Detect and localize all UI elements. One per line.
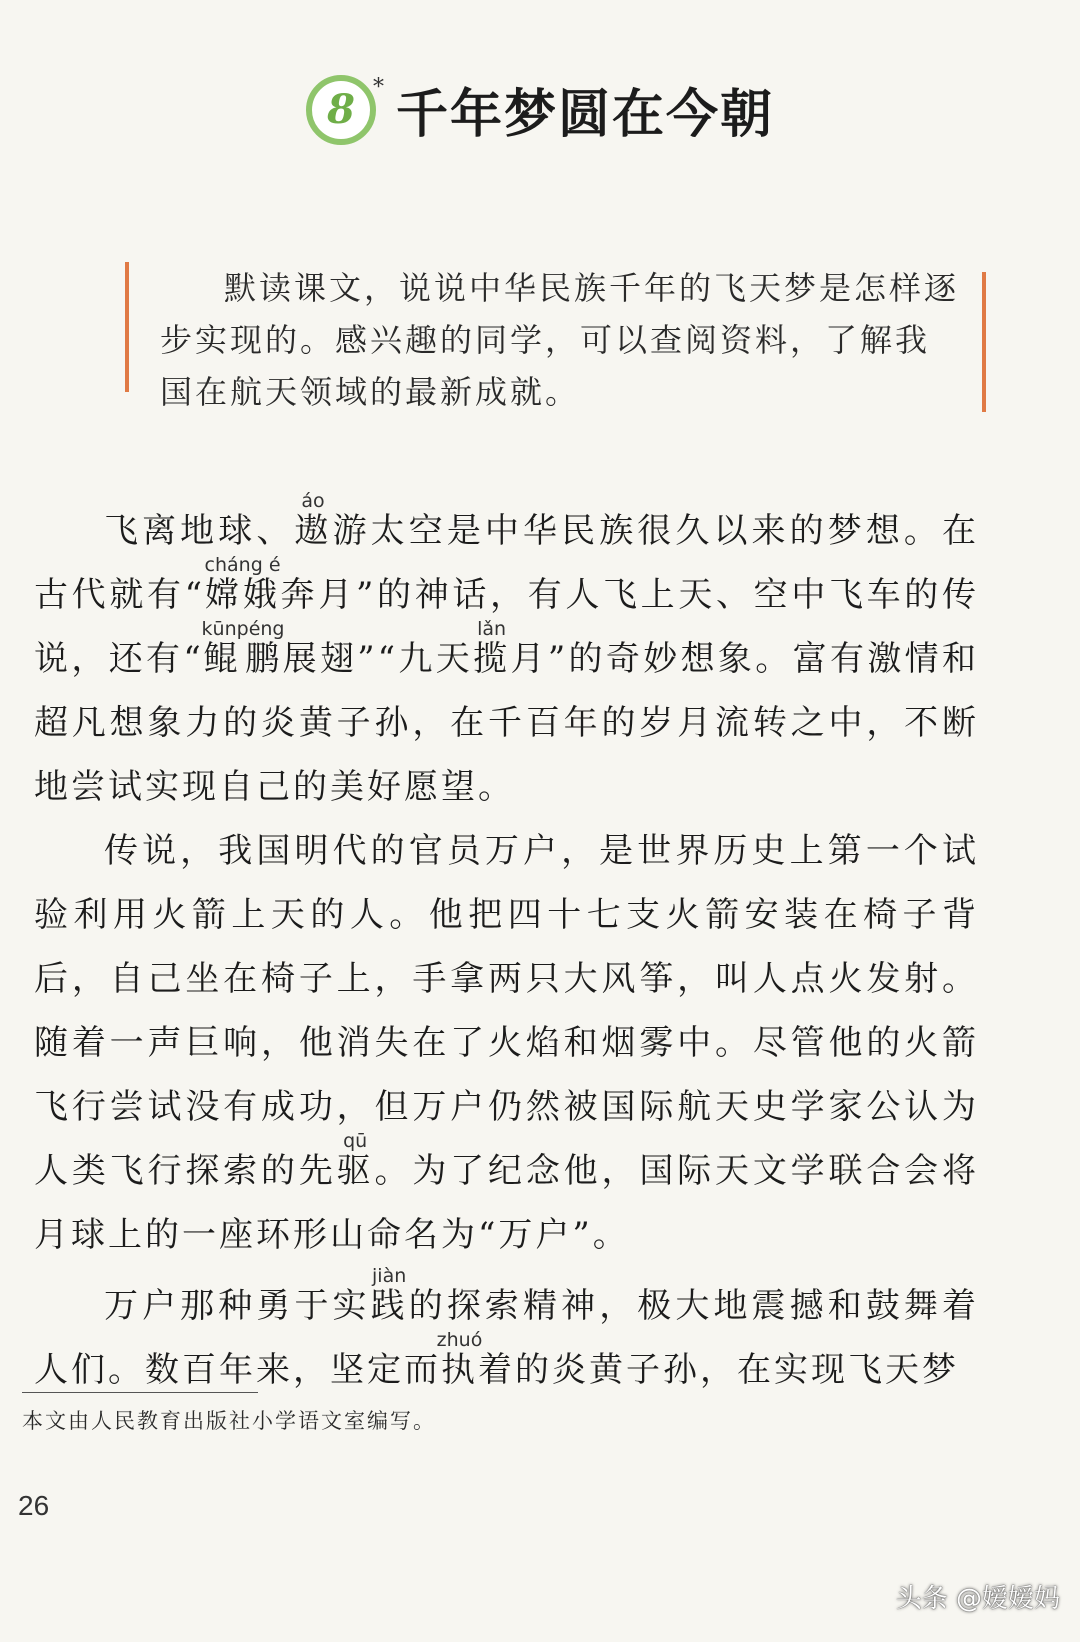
pinyin-annotation: 揽lǎn — [473, 618, 511, 679]
footnote: 本文由人民教育出版社小学语文室编写。 — [22, 1409, 436, 1433]
text-run: 月”的奇妙想象。富有激情和超凡想象力的炎黄子孙，在千百年的岁月流转之中，不断地尝试实现自己的美好愿望。 — [34, 639, 980, 807]
text-run: 游太空是中华民族很久以来的梦想。在古代就有“ — [34, 511, 980, 615]
text-run: 奔月”的神话，有人飞上天、空中飞车的传说，还有“ — [34, 575, 979, 679]
pinyin-annotation: 嫦娥cháng é — [204, 554, 281, 615]
text-run: 的探索精神，极大地震撼和鼓舞着人们。数百年来，坚定而 — [34, 1286, 980, 1390]
reading-guide: 默读课文，说说中华民族千年的飞天梦是怎样逐步实现的。感兴趣的同学，可以查阅资料，了解我国在航天领域的最新成就。 — [160, 269, 960, 411]
lesson-number-badge — [306, 74, 384, 145]
text-run: 展翅”“九天 — [282, 639, 474, 679]
text-run: 万户那种勇于实 — [104, 1286, 371, 1326]
page-number: 26 — [18, 1490, 50, 1521]
pinyin-annotation: 驱qū — [336, 1130, 375, 1191]
paragraph-3 — [34, 1267, 979, 1402]
footnote-divider — [22, 1392, 258, 1393]
pinyin-annotation: 执zhuó — [436, 1329, 483, 1390]
lesson-header — [0, 72, 1080, 147]
pinyin-annotation: 践jiàn — [370, 1265, 409, 1326]
text-run: 着的炎黄子孙，在实现飞天梦 — [478, 1350, 959, 1390]
lesson-number: 8 — [327, 86, 355, 133]
paragraph-1 — [34, 492, 979, 819]
paragraph-2 — [34, 819, 979, 1267]
optional-lesson-marker: * — [372, 74, 384, 100]
text-run: 飞离地球、 — [104, 511, 295, 551]
watermark: 头条 @嫒嫒妈 — [895, 1584, 1060, 1614]
text-run: 传说，我国明代的官员万户，是世界历史上第一个试验利用火箭上天的人。他把四十七支火箭安装在椅子背后，自己坐在椅子上，手拿两只大风筝，叫人点火发射。随着一声巨响，他消失在了火焰和烟雾中。尽管他的火箭飞行尝试没有成功，但万户仍然被国际航天史学家公认为人类飞行探索的先 — [34, 831, 979, 1191]
lesson-body — [34, 492, 979, 1402]
guide-bracket-right — [982, 272, 986, 412]
guide-bracket-left — [125, 262, 129, 392]
text-run: 。为了纪念他，国际天文学联合会将月球上的一座环形山命名为“万户”。 — [34, 1151, 980, 1255]
pinyin-annotation: 鲲鹏kūnpéng — [201, 618, 285, 679]
pinyin-annotation: 遨áo — [294, 490, 333, 551]
lesson-title: 千年梦圆在今朝 — [395, 84, 774, 145]
